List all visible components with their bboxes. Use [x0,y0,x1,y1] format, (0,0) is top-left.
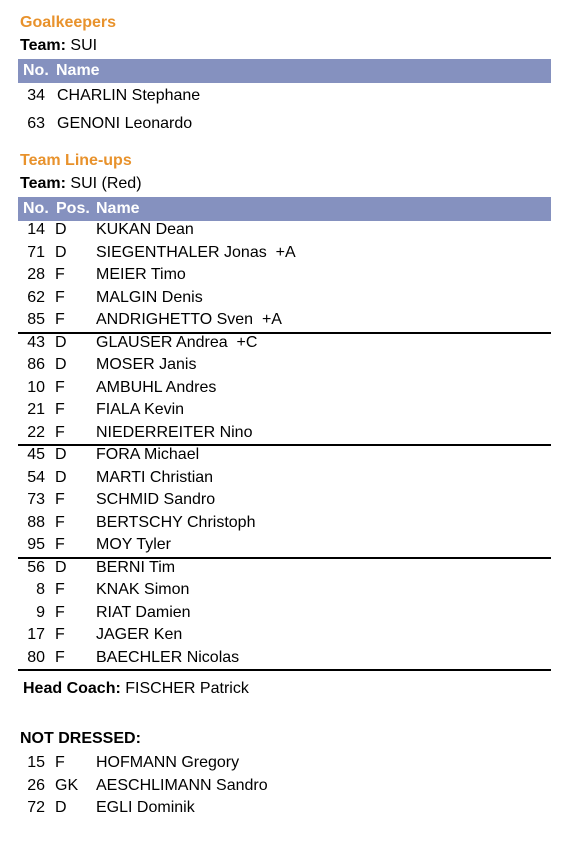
lineup-row [18,647,551,669]
player-number: 28 [27,266,45,283]
lineup-row [18,332,551,354]
player-number: 88 [27,513,45,531]
player-name: KNAK Simon [96,581,190,598]
lineups-title: Team Line-ups [20,152,132,169]
player-name: GLAUSER Andrea +C [96,333,258,351]
header-name: Name [96,200,140,217]
player-number: 54 [27,468,45,486]
player-name: MOY Tyler [96,536,171,553]
goalkeepers-title: Goalkeepers [20,14,117,31]
player-name: NIEDERREITER Nino [96,423,253,441]
player-name: RIAT Damien [96,603,191,621]
lineup-row [18,579,551,601]
lineup-row [18,219,551,241]
lineups-team-line [20,175,142,193]
player-name: FIALA Kevin [96,401,185,418]
player-number: 56 [27,558,45,576]
player-number: 17 [27,626,45,643]
player-position: F [55,581,65,598]
goalkeepers-header [18,59,551,83]
player-position: D [55,333,67,351]
team-value: SUI (Red) [70,175,142,192]
lineup-row [18,557,551,579]
player-position: F [55,288,65,306]
lineup-row [18,377,551,399]
header-name: Name [56,62,100,79]
player-number: 21 [27,401,45,418]
not-dressed-row [18,797,551,819]
player-number: 95 [27,536,45,553]
player-position: F [55,513,65,531]
player-name: KUKAN Dean [96,221,194,238]
lineup-row [18,309,551,331]
player-name: GENONI Leonardo [57,115,193,132]
player-number: 85 [27,311,45,328]
player-number: 15 [27,754,45,771]
player-name: AESCHLIMANN Sandro [96,776,268,794]
lineups-header [18,197,551,221]
player-number: 72 [27,799,45,816]
header-pos: Pos. [56,200,90,217]
player-name: FORA Michael [96,446,200,463]
player-number: 45 [27,446,45,463]
player-position: F [55,378,65,396]
player-name: BERNI Tim [96,558,176,576]
player-name: SIEGENTHALER Jonas +A [96,243,296,261]
lineup-row [18,444,551,466]
player-name: SCHMID Sandro [96,491,216,508]
player-position: F [55,754,65,771]
player-position: D [55,446,67,463]
player-position: F [55,423,65,441]
player-position: D [55,799,67,816]
player-number: 34 [27,87,45,104]
player-number: 8 [36,581,45,598]
player-name: MOSER Janis [96,356,197,373]
not-dressed-row [18,752,551,774]
player-name: AMBUHL Andres [96,378,217,396]
lineup-row [18,264,551,286]
lineup-row [18,489,551,511]
lineup-row [18,602,551,624]
player-number: 43 [27,333,45,351]
player-number: 22 [27,423,45,441]
lineup-row [18,624,551,646]
player-number: 86 [27,356,45,373]
player-name: MARTI Christian [96,468,214,486]
header-no: No. [23,62,49,79]
player-position: F [55,311,65,328]
player-name: HOFMANN Gregory [96,754,240,771]
head-coach-name: FISCHER Patrick [125,680,249,697]
lineup-row [18,512,551,534]
head-coach-label: Head Coach: [23,680,121,697]
lineup-row [18,287,551,309]
player-number: 71 [27,243,45,261]
header-no: No. [23,200,49,217]
player-position: D [55,468,67,486]
player-position: D [55,356,67,373]
player-position: GK [55,776,79,794]
team-label: Team: [20,175,66,192]
player-number: 26 [27,776,45,794]
lineup-row [18,467,551,489]
player-number: 63 [27,115,45,132]
player-name: ANDRIGHETTO Sven +A [96,311,282,328]
player-position: F [55,491,65,508]
player-number: 62 [27,288,45,306]
team-value: SUI [70,37,98,54]
player-name: JAGER Ken [96,626,183,643]
player-position: D [55,558,67,576]
player-number: 14 [27,221,45,238]
player-position: D [55,243,67,261]
player-name: MALGIN Denis [96,288,203,306]
player-position: F [55,626,65,643]
player-position: F [55,401,65,418]
line-divider [18,669,551,671]
player-position: F [55,266,65,283]
lineup-row [18,354,551,376]
player-position: F [55,536,65,553]
player-position: F [55,648,65,666]
player-name: BAECHLER Nicolas [96,648,240,666]
player-name: EGLI Dominik [96,799,195,816]
player-name: MEIER Timo [96,266,186,283]
player-position: D [55,221,67,238]
team-label: Team: [20,37,66,54]
player-name: BERTSCHY Christoph [96,513,256,531]
player-number: 9 [36,603,45,621]
lineup-row [18,242,551,264]
not-dressed-row [18,775,551,797]
lineup-row [18,422,551,444]
player-number: 80 [27,648,45,666]
player-number: 73 [27,491,45,508]
lineup-row [18,399,551,421]
head-coach [23,680,249,698]
player-position: F [55,603,65,621]
player-number: 10 [27,378,45,396]
player-name: CHARLIN Stephane [57,87,201,104]
not-dressed-title: NOT DRESSED: [20,730,141,747]
goalkeepers-team-line [20,37,97,55]
lineup-row [18,534,551,556]
